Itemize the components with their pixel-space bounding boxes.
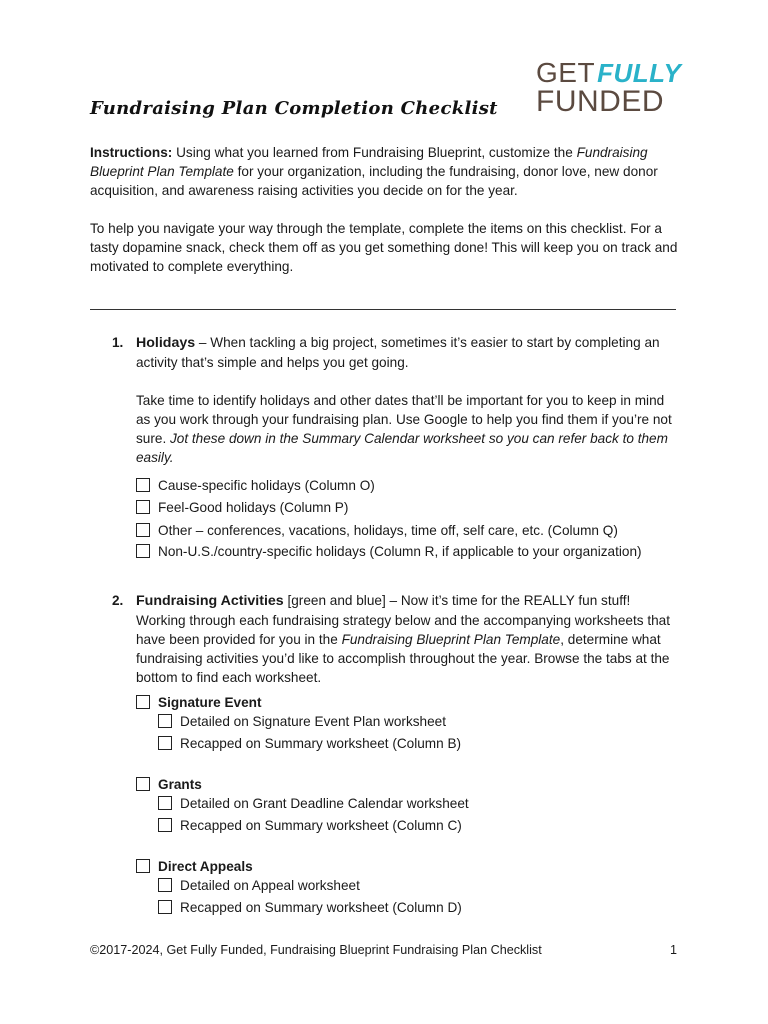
checklist-row[interactable] xyxy=(136,498,348,516)
intro-paragraph: To help you navigate your way through the template, complete the items on this checklist. For a tasty dopamine snack, check them off as you get something done! This will keep you on track and motivated to complete everything. xyxy=(90,221,678,274)
checklist-subrow[interactable] xyxy=(158,794,469,812)
item-2-paragraph xyxy=(136,591,681,687)
checklist-subrow[interactable] xyxy=(158,876,360,894)
page-number: 1 xyxy=(670,943,678,957)
checkbox[interactable] xyxy=(158,736,172,750)
logo-fully: FULLY xyxy=(597,58,682,88)
item-1-paragraph xyxy=(136,391,681,467)
checkbox[interactable] xyxy=(158,900,172,914)
instructions-label: Instructions: xyxy=(90,145,173,160)
item-2-text-b: , determine what fundraising activities you’d like to accomplish throughout the year. Browse the tabs at the bottom to find each worksheet. xyxy=(136,632,670,685)
checklist-row[interactable] xyxy=(136,521,618,539)
item-1-heading: Holidays xyxy=(136,335,196,351)
get-fully-funded-logo xyxy=(536,57,682,120)
logo-funded: FUNDED xyxy=(536,85,664,118)
checklist-subrow[interactable] xyxy=(158,816,462,834)
item-2-text-a: [green and blue] – Now it’s time for the REALLY fun stuff! Working through each fundraising strategy below and the accompanying worksheets that have been provided for you in the xyxy=(136,593,670,647)
checkbox[interactable] xyxy=(158,714,172,728)
checkbox[interactable] xyxy=(136,544,150,558)
checklist-label: Detailed on Grant Deadline Calendar worksheet xyxy=(180,795,469,811)
item-1-paragraph-italic: Jot these down in the Summary Calendar worksheet so you can refer back to them easily. xyxy=(136,431,668,465)
checklist-row[interactable] xyxy=(136,775,202,793)
checklist-subrow[interactable] xyxy=(158,734,461,752)
checklist-group-label: Grants xyxy=(158,776,202,792)
checklist-label: Feel-Good holidays (Column P) xyxy=(158,499,349,515)
checklist-row[interactable] xyxy=(136,693,262,711)
checklist-label: Other – conferences, vacations, holidays, time off, self care, etc. (Column Q) xyxy=(158,522,618,538)
checkbox[interactable] xyxy=(136,523,150,537)
checklist-label: Detailed on Appeal worksheet xyxy=(180,877,360,893)
checklist-label: Recapped on Summary worksheet (Column B) xyxy=(180,735,462,751)
checkbox[interactable] xyxy=(136,695,150,709)
instructions-text-a: Using what you learned from Fundraising Blueprint, customize the xyxy=(172,145,577,160)
checklist-group-label: Direct Appeals xyxy=(158,858,253,874)
item-1-paragraph-text: Take time to identify holidays and other dates that’ll be important for you to keep in mind as you work through your fundraising plan. Use Google to help you find them if you’re not sure. xyxy=(136,393,672,446)
checkbox[interactable] xyxy=(136,500,150,514)
checklist-label: Detailed on Signature Event Plan worksheet xyxy=(180,713,446,729)
logo-line-1 xyxy=(536,58,681,88)
checkbox[interactable] xyxy=(136,859,150,873)
item-2-heading: Fundraising Activities xyxy=(136,593,284,609)
checklist-subrow[interactable] xyxy=(158,898,462,916)
item-1-lead xyxy=(136,333,681,372)
item-2-italic: Fundraising Blueprint Plan Template xyxy=(341,632,561,647)
checkbox[interactable] xyxy=(158,878,172,892)
checkbox[interactable] xyxy=(136,777,150,791)
page-title: Fundraising Plan Completion Checklist xyxy=(90,98,498,119)
checkbox[interactable] xyxy=(158,796,172,810)
checklist-row[interactable] xyxy=(136,857,253,875)
checklist-subrow[interactable] xyxy=(158,712,446,730)
checklist-label: Recapped on Summary worksheet (Column C) xyxy=(180,817,462,833)
item-1-lead-text: – When tackling a big project, sometimes it’s easier to start by completing an activity that’s simple and helps you get going. xyxy=(136,335,660,370)
checklist-group-label: Signature Event xyxy=(158,694,262,710)
checklist-label: Recapped on Summary worksheet (Column D) xyxy=(180,899,462,915)
divider-line xyxy=(90,309,676,310)
instructions-italic: Fundraising Blueprint Plan Template xyxy=(90,145,648,179)
checklist-row[interactable] xyxy=(136,476,375,494)
instructions-paragraph xyxy=(90,143,680,200)
checklist-label: Non-U.S./country-specific holidays (Column R, if applicable to your organization) xyxy=(158,543,642,559)
checklist-label: Cause-specific holidays (Column O) xyxy=(158,477,375,493)
checkbox[interactable] xyxy=(136,478,150,492)
logo-get: GET xyxy=(536,57,596,88)
checkbox[interactable] xyxy=(158,818,172,832)
item-1-number: 1. xyxy=(112,335,124,350)
instructions-text-b: for your organization, including the fundraising, donor love, new donor acquisition, and awareness raising activities you decide on for the year. xyxy=(90,164,658,198)
footer-copyright: ©2017-2024, Get Fully Funded, Fundraising Blueprint Fundraising Plan Checklist xyxy=(90,943,542,957)
checklist-row[interactable] xyxy=(136,542,642,560)
item-2-number: 2. xyxy=(112,593,124,608)
